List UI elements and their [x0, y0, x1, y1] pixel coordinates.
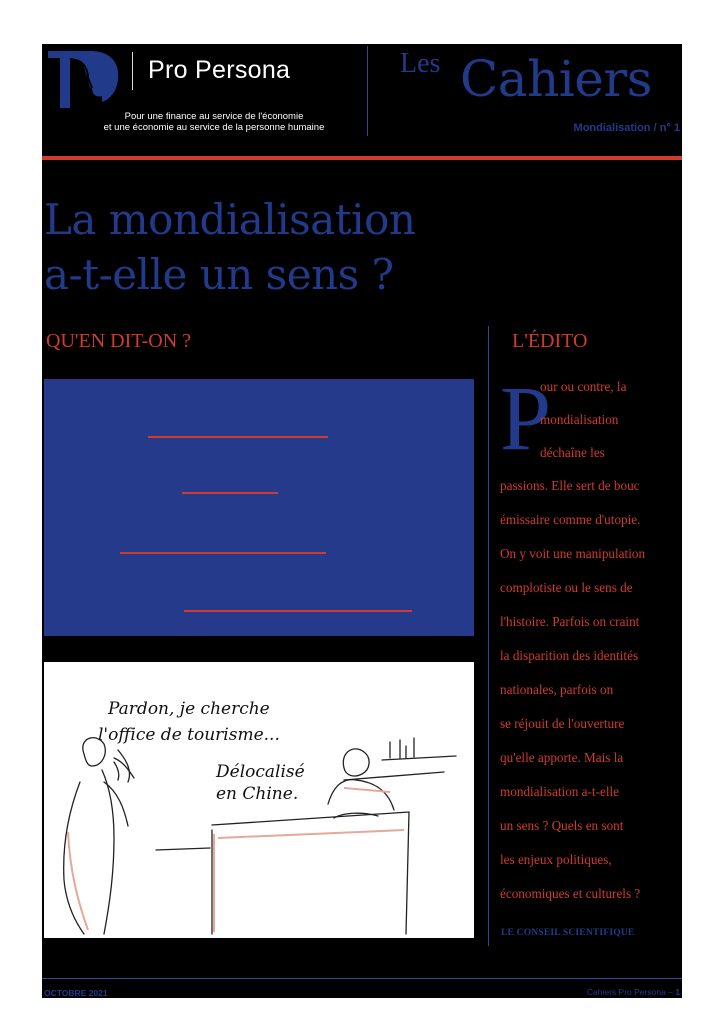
edito-line: On y voit une manipulation [500, 546, 646, 561]
column-divider [488, 326, 489, 946]
edito-line: les enjeux politiques, [500, 852, 612, 867]
quote-line [148, 436, 328, 438]
edito-line: déchaîne les [540, 445, 605, 460]
tagline-line-2: et une économie au service de la personne humaine [103, 122, 325, 133]
edito-line: l'histoire. Parfois on craint [500, 614, 640, 629]
header-divider [367, 46, 368, 136]
section-title-quotes: QU'EN DIT-ON ? [46, 330, 192, 352]
brand-tagline [44, 111, 384, 133]
issue-label: Mondialisation / n° 1 [573, 122, 680, 134]
reply-line-1: Délocalisé [216, 762, 305, 782]
page [42, 44, 682, 998]
speech-line-1: Pardon, je cherche [108, 699, 270, 719]
footer-publication [587, 987, 680, 997]
quote-line [120, 552, 326, 554]
cartoon-illustration [44, 662, 474, 938]
footer-rule [42, 978, 682, 979]
edito-line: passions. Elle sert de bouc [500, 478, 640, 493]
edito-line: mondialisation [540, 412, 619, 427]
edito-signature: LE CONSEIL SCIENTIFIQUE [501, 928, 635, 938]
series-title-large: Cahiers [460, 50, 652, 108]
page-title [44, 192, 415, 302]
quote-line [184, 610, 412, 612]
page-number: 1 [675, 987, 680, 997]
edito-line: la disparition des identités [500, 648, 639, 663]
dropcap: P [500, 367, 552, 469]
edito-line: économiques et culturels ? [500, 886, 641, 901]
edito-line: complotiste ou le sens de [500, 580, 633, 595]
tagline-line-1: Pour une finance au service de l'économie [124, 111, 304, 122]
edito-line: se réjouit de l'ouverture [500, 716, 625, 731]
section-title-edito: L'ÉDITO [512, 330, 588, 352]
edito-line: un sens ? Quels en sont [500, 818, 624, 833]
pro-persona-logo-icon [46, 48, 120, 110]
edito-line: our ou contre, la [540, 379, 627, 394]
speech-line-2: l'office de tourisme... [98, 725, 280, 745]
edito-line: émissaire comme d'utopie. [500, 512, 641, 527]
brand-name: Pro Persona [148, 56, 291, 84]
series-title-small: Les [400, 48, 441, 79]
edito-line: qu'elle apporte. Mais la [500, 750, 624, 765]
footer-publication-name: Cahiers Pro Persona – [586, 987, 673, 997]
title-line-1: La mondialisation [44, 195, 416, 244]
quote-line [182, 492, 278, 494]
footer-date: OCTOBRE 2021 [44, 988, 108, 998]
header-rule [42, 156, 682, 160]
quotes-box [44, 379, 474, 636]
reply-line-2: en Chine. [216, 784, 299, 804]
edito-line: nationales, parfois on [500, 682, 614, 697]
brand-divider [132, 52, 133, 90]
title-line-2: a-t-elle un sens ? [44, 250, 394, 299]
edito-line: mondialisation a-t-elle [500, 784, 620, 799]
